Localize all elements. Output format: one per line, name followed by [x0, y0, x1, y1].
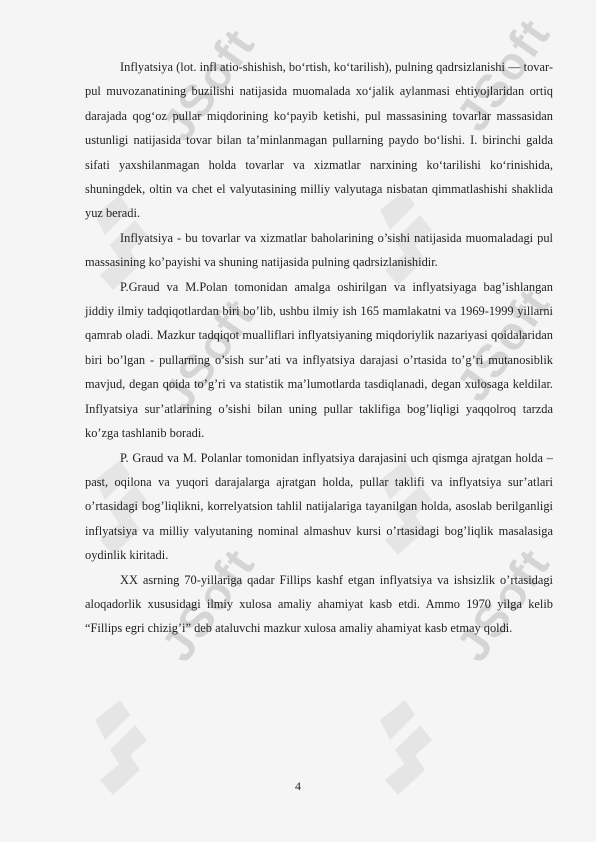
watermark-text: JSoft: [150, 288, 266, 421]
watermark-text: JSoft: [150, 18, 266, 151]
watermark-text: JSoft: [445, 278, 561, 411]
paragraph: P. Graud va M. Polanlar tomonidan inflyatsiya darajasini uch qismga ajratgan holda – past, oqilona va yuqori darajalarga ajratgan holda, pullar taklifi va inflyatsiya sur’atlari o’rtasidagi bog’liqlikni, korrelyatsion tahlil natijalariga tayanilgan holda, asoslab berilganligi inflyatsiya va milliy valyutaning nominal almashuv kursi o’rtasidagi bog’liqlik masalasiga oydinlik kiritadi.: [85, 450, 553, 563]
page-number: 4: [295, 779, 301, 793]
paragraph: Inflyatsiya (lot. infl atio-shishish, bo‘rtish, ko‘tarilish), pulning qadrsizlanishi — tovar-pul muvozanatining buzilishi natijasida muomalada xo‘jalik aylanmasi ehtiyojlaridan ortiq darajada qog‘oz pullar miqdorining ko‘payib ketishi, pul massasining tovarlar massasidan ustunligi natijasida tovar bilan ta’minlanmagan pullarning paydo bo‘lishi. I. birinchi galda sifati yaxshilanmagan holda tovarlar va xizmatlar narxining ko‘tarilishi ko‘rinishida, shuningdek, oltin va chet el valyutasining milliy valyutaga nisbatan qimmatlashishi shaklida yuz beradi.: [85, 60, 553, 221]
watermark-text: JSoft: [445, 8, 561, 141]
paragraph: XX asrning 70-yillariga qadar Fillips kashf etgan inflyatsiya va ishsizlik o’rtasidagi aloqadorlik xususidagi ilmiy xulosa amaliy ahamiyat kasb etdi. Ammo 1970 yilga kelib “Fillips egri chizig’i” deb ataluvchi mazkur xulosa amaliy ahamiyat kasb etmay qoldi.: [85, 572, 553, 636]
document-body: [85, 55, 553, 641]
watermark-text: JSoft: [445, 538, 561, 671]
paragraph: Inflyatsiya - bu tovarlar va xizmatlar baholarining o’sishi natijasida muomaladagi pul massasining ko’payishi va shuning natijasida pulning qadrsizlanishidir.: [85, 230, 553, 270]
paragraph: P.Graud va M.Polan tomonidan amalga oshirilgan va inflyatsiyaga bag’ishlangan jiddiy ilmiy tadqiqotlardan biri bo’lib, ushbu ilmiy ish 165 mamlakatni va 1969-1999 yillarni qamrab oladi. Mazkur tadqiqot mualliflari inflyatsiyaning miqdoriylik nazariyasi qoidalaridan biri bo’lgan - pullarning o’sish sur’ati va inflyatsiya darajasi o’rtasida to’g’ri mutanosiblik mavjud, degan qoida to’g’ri va statistik ma’lumotlarda tasdiqlanadi, degan xulosaga keldilar. Inflyatsiya sur’atlarining o’sishi bilan uning pullar taklifiga bog’liqligi yaqqolroq tarzda ko’zga tashlanib boradi.: [85, 279, 553, 441]
watermark-text: JSoft: [150, 538, 266, 671]
